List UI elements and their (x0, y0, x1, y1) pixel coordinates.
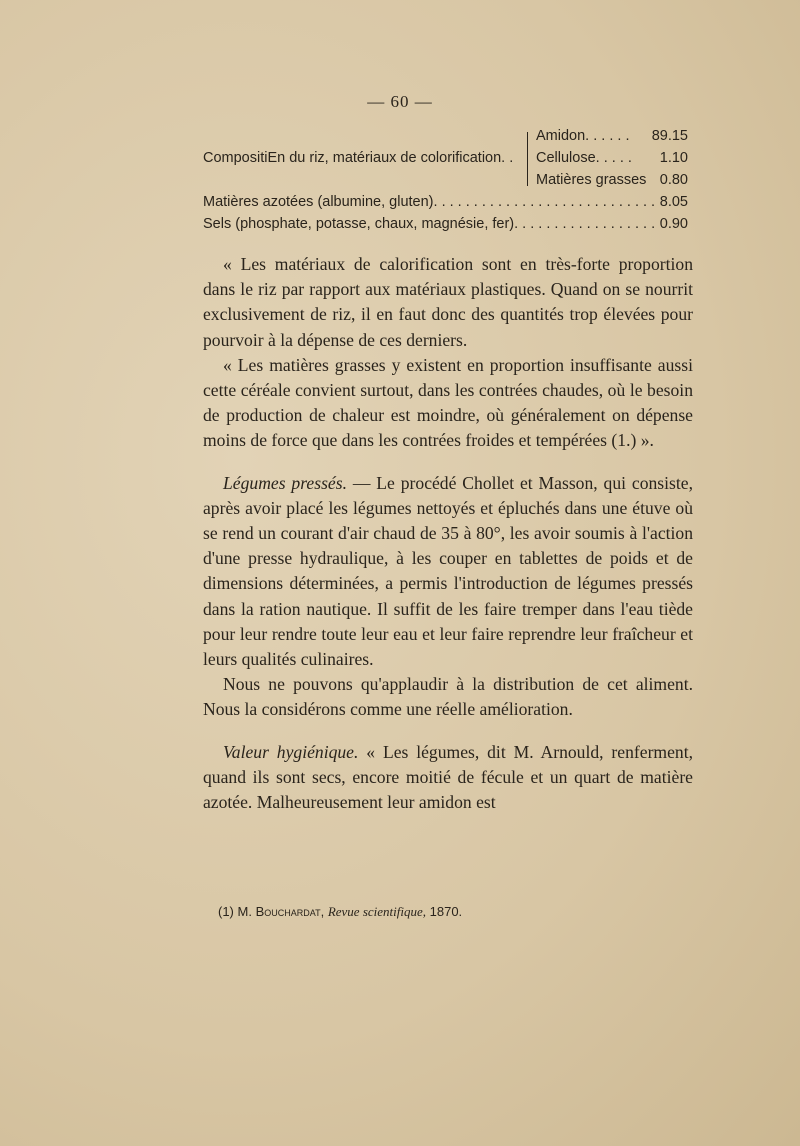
composition-item-name: Cellulose. . . . . (536, 150, 632, 166)
composition-row (203, 194, 688, 210)
footnote-journal: Revue scientifique, (327, 904, 426, 919)
paragraph: « Les matériaux de calorification sont en très-forte proportion dans le riz par rapport aux matériaux plastiques. Quand on se nourrit exclusivement de riz, il en faut donc des quantités trop élevées pour pourvoir à la dépense de ces derniers. (203, 254, 693, 350)
composition-row-name: Matières azotées (albumine, gluten) (203, 194, 434, 210)
paragraph: Nous ne pouvons qu'applaudir à la distribution de cet aliment. Nous la considérons comme une réelle amélioration. (203, 674, 693, 720)
composition-item-name: Matières grasses (536, 172, 647, 188)
paragraph (203, 471, 693, 673)
footnote-number: (1) (218, 904, 234, 919)
footnote-year: 1870. (429, 904, 463, 919)
composition-row-value: 0.90 (659, 216, 688, 232)
dot-leader (514, 216, 656, 232)
dot-leader (434, 194, 656, 210)
footnote-author: M. Bouchardat, (237, 904, 325, 919)
brace (527, 132, 534, 186)
paragraph (203, 740, 693, 816)
composition-label: CompositiEn du riz, matériaux de colorification. . (203, 150, 514, 166)
body-text (203, 252, 693, 815)
footnote (218, 904, 462, 920)
section-heading: Valeur hygiénique. (223, 741, 359, 762)
composition-row (203, 216, 688, 232)
paragraph: « Les matières grasses y existent en proportion insuffisante aussi cette céréale convient surtout, dans les contrées chaudes, où le besoin de production de chaleur est moindre, où généralement on dépense moins de force que dans les contrées froides et tempérées (1.) ». (203, 354, 693, 451)
composition-item-value: 1.10 (659, 150, 688, 166)
composition-item-value: 89.15 (651, 128, 688, 144)
section-heading: Légumes pressés. (223, 472, 347, 493)
paragraph-text: — Le procédé Chollet et Masson, qui consiste, après avoir placé les légumes nettoyés et épluchés dans une étuve où se rend un courant d'air chaud de 35 à 80°, les avoir soumis à l'action d'une presse hydraulique, à les couper en tablettes de poids et de dimensions déterminées, a permis l'introduction de légumes pressés dans la ration nautique. Il suffit de les faire tremper dans l'eau tiède pour leur rendre toute leur eau et leur faire reprendre leur fraîcheur et leurs qualités culinaires. (203, 472, 693, 670)
composition-row-name: Sels (phosphate, potasse, chaux, magnésie, fer) (203, 216, 515, 232)
composition-row-value: 8.05 (659, 194, 688, 210)
page-number: — 60 — (367, 92, 433, 111)
composition-item-value: 0.80 (659, 172, 688, 188)
paragraph-text: « Les légumes, dit M. Arnould, renferment, quand ils sont secs, encore moitié de fécule et un quart de matière azotée. Malheureusement leur amidon est (203, 741, 694, 813)
composition-item-name: Amidon. . . . . . (536, 128, 630, 144)
